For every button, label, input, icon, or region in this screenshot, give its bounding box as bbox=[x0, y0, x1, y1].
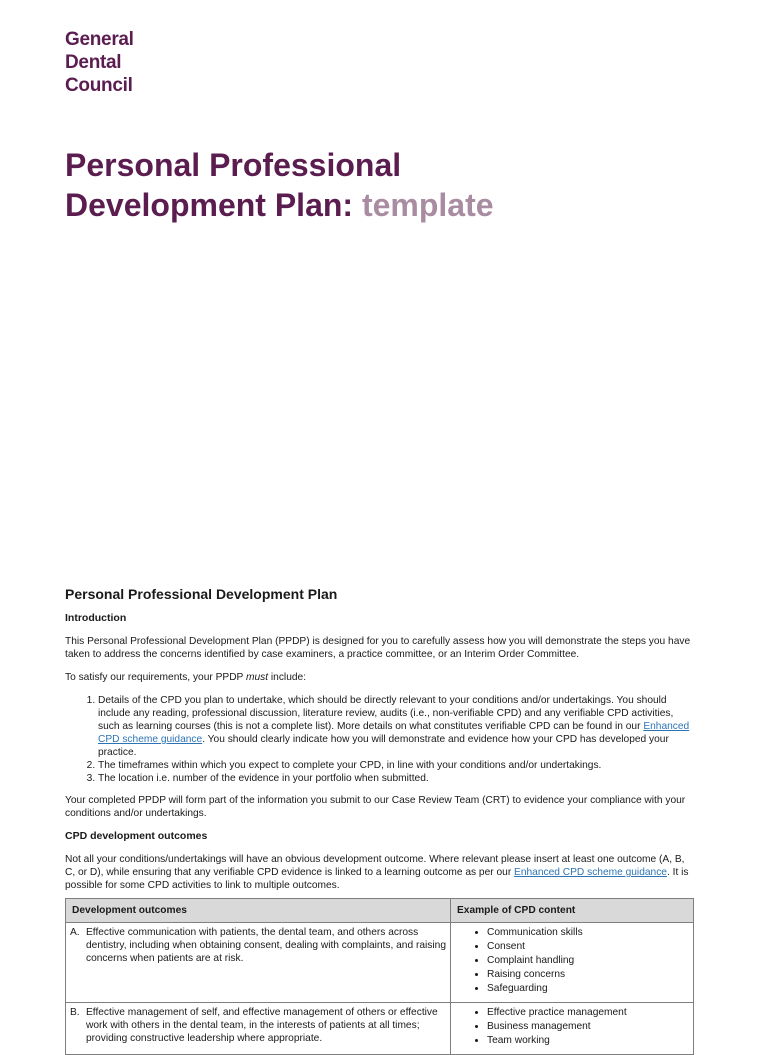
plan-section bbox=[65, 585, 695, 1055]
list-item: • Effective practice management bbox=[487, 1006, 689, 1019]
header-cpd-content: Example of CPD content bbox=[451, 899, 694, 923]
item1-text: Details of the CPD you plan to undertake, which should be directly relevant to your conditions and/or undertakings. You should include any reading, professional discussion, literature review, audits (i.e., non-verifiable CPD) and any verifiable CPD activities, such as learning courses (this is not a complete list). More details on what constitutes verifiable CPD can be found in our bbox=[98, 695, 674, 732]
outcome-cell bbox=[66, 923, 451, 1003]
section-heading: Personal Professional Development Plan bbox=[65, 586, 338, 602]
logo-line-3: Council bbox=[65, 75, 133, 96]
completed-paragraph: Your completed PPDP will form part of the information you submit to our Case Review Team (CRT) to evidence your compliance with your conditions and/or undertakings. bbox=[65, 795, 686, 819]
header-outcomes: Development outcomes bbox=[66, 899, 451, 923]
content-cell bbox=[451, 923, 694, 1003]
content-list bbox=[455, 1006, 689, 1047]
table-header-row bbox=[66, 899, 694, 923]
outcome-letter: A. bbox=[70, 927, 80, 938]
requirements-list bbox=[65, 694, 695, 785]
content-cell bbox=[451, 1003, 694, 1055]
requirements-paragraph bbox=[65, 671, 695, 684]
intro-paragraph: This Personal Professional Development Plan (PPDP) is designed for you to carefully assess how you will demonstrate the steps you have taken to address the concerns identified by case examiners, a practice committee, or an Interim Order Committee. bbox=[65, 636, 691, 660]
intro-heading: Introduction bbox=[65, 612, 127, 624]
req-prefix: To satisfy our requirements, your PPDP bbox=[65, 672, 246, 683]
logo-line-1: General bbox=[65, 29, 134, 50]
outcomes-paragraph bbox=[65, 853, 695, 892]
enhanced-cpd-link-2[interactable]: Enhanced CPD scheme guidance bbox=[514, 867, 667, 878]
list-item: • Team working bbox=[487, 1034, 689, 1047]
title-line-2 bbox=[65, 185, 494, 225]
outcomes-text: Not all your conditions/undertakings will have an obvious development outcome. Where relevant please insert at least one outcome (A, B, C, or D), while ensuring that any verifiable CPD evidence is linked to a learning outcome as per our bbox=[65, 854, 685, 878]
list-item: 2. The timeframes within which you expect to complete your CPD, in line with your conditions and/or undertakings. bbox=[98, 759, 695, 772]
outcomes-table bbox=[65, 898, 694, 1055]
list-item: 3. The location i.e. number of the evidence in your portfolio when submitted. bbox=[98, 772, 695, 785]
list-item: • Consent bbox=[487, 940, 689, 953]
outcomes-heading: CPD development outcomes bbox=[65, 830, 208, 842]
outcome-text: Effective management of self, and effective management of others or effective work with others in the dental team, in the interests of patients at all times; providing constructive leadership where appropriate. bbox=[86, 1007, 438, 1044]
table-row bbox=[66, 1003, 694, 1055]
table-row bbox=[66, 923, 694, 1003]
logo-line-2: Dental bbox=[65, 52, 122, 73]
title-template: template bbox=[361, 187, 494, 223]
title-main: Development Plan: bbox=[65, 187, 362, 223]
item1-text-end: . You should clearly indicate how you will demonstrate and evidence how your CPD has developed your practice. bbox=[98, 734, 669, 758]
list-item: • Complaint handling bbox=[487, 954, 689, 967]
list-item: • Raising concerns bbox=[487, 968, 689, 981]
gdc-logo bbox=[65, 28, 134, 97]
outcome-text: Effective communication with patients, the dental team, and others across dentistry, including when obtaining consent, dealing with complaints, and raising concerns when patients are at risk. bbox=[86, 927, 446, 964]
content-list bbox=[455, 926, 689, 995]
list-item: • Communication skills bbox=[487, 926, 689, 939]
title-line-1: Personal Professional bbox=[65, 147, 402, 183]
list-item bbox=[98, 694, 695, 759]
outcomes-text-end: . It is possible for some CPD activities to link to multiple outcomes. bbox=[65, 867, 689, 891]
enhanced-cpd-link[interactable]: Enhanced CPD scheme guidance bbox=[98, 721, 690, 745]
outcome-cell bbox=[66, 1003, 451, 1055]
list-item: • Business management bbox=[487, 1020, 689, 1033]
req-must: must bbox=[246, 672, 269, 683]
list-item: • Safeguarding bbox=[487, 982, 689, 995]
document-title bbox=[65, 145, 494, 225]
outcome-letter: B. bbox=[70, 1007, 80, 1018]
req-suffix: include: bbox=[268, 672, 307, 683]
